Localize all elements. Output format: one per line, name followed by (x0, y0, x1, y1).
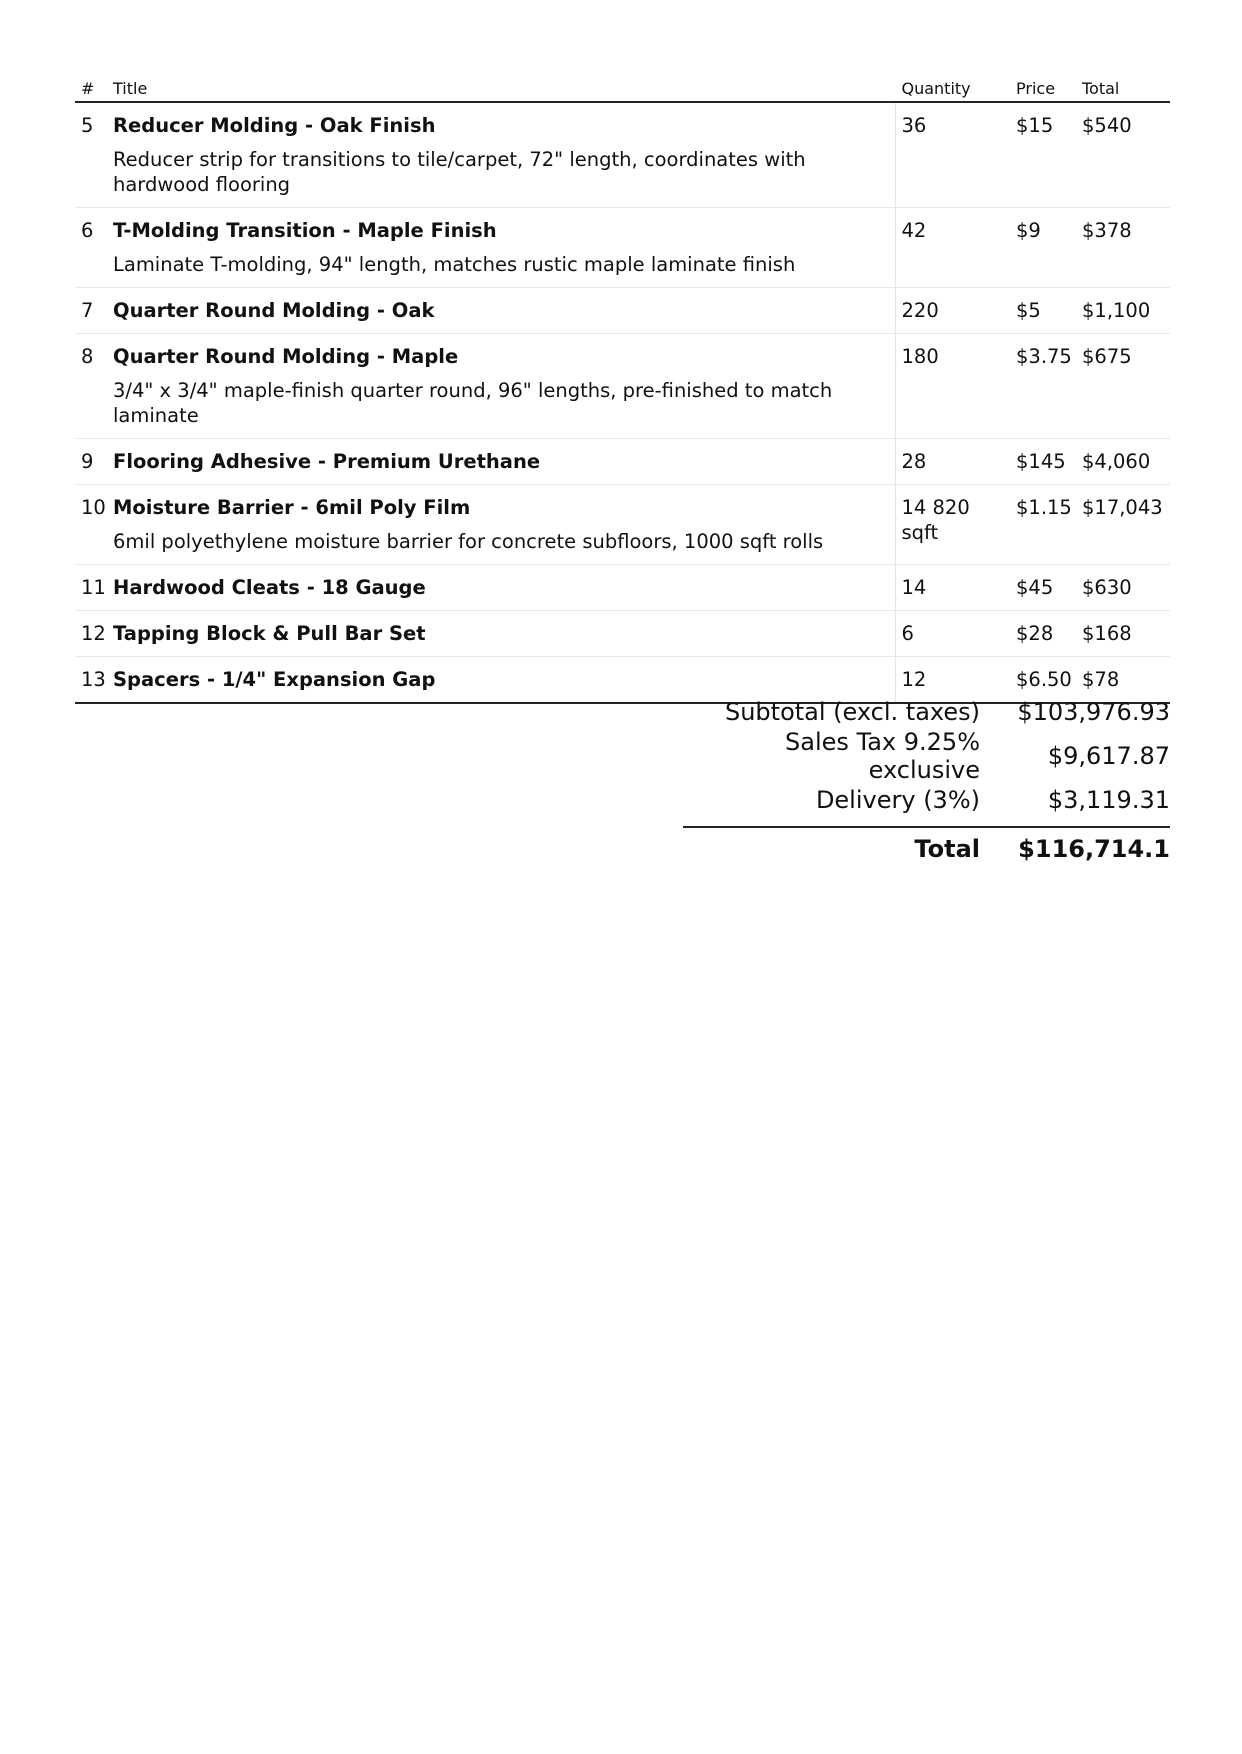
delivery-label: Delivery (3%) (815, 786, 980, 814)
item-total: $4,060 (1076, 439, 1170, 485)
item-price: $15 (1010, 102, 1076, 208)
item-total: $540 (1076, 102, 1170, 208)
item-title: Spacers - 1/4" Expansion Gap (113, 668, 436, 691)
delivery-row (683, 778, 1170, 822)
item-quantity: 42 (895, 208, 1010, 288)
item-total: $630 (1076, 565, 1170, 611)
item-cell (107, 288, 895, 334)
totals-summary (683, 690, 1170, 870)
item-quantity: 14 820 sqft (895, 485, 1010, 565)
table-row (75, 485, 1170, 565)
item-quantity: 220 (895, 288, 1010, 334)
item-total: $675 (1076, 334, 1170, 439)
item-cell (107, 439, 895, 485)
item-title: Flooring Adhesive - Premium Urethane (113, 450, 541, 473)
item-description: 3/4" x 3/4" maple-finish quarter round, 96" lengths, pre-finished to match laminate (113, 379, 833, 427)
invoice-page (75, 76, 1170, 704)
item-cell (107, 485, 895, 565)
delivery-value: $3,119.31 (1047, 786, 1170, 814)
item-description: Laminate T-molding, 94" length, matches rustic maple laminate finish (113, 253, 796, 276)
item-title: T-Molding Transition - Maple Finish (113, 219, 497, 242)
item-total: $78 (1076, 657, 1170, 704)
item-number: 5 (75, 102, 107, 208)
table-row (75, 611, 1170, 657)
item-price: $6.50 (1010, 657, 1076, 704)
table-row (75, 102, 1170, 208)
item-cell (107, 334, 895, 439)
item-title: Reducer Molding - Oak Finish (113, 114, 436, 137)
item-cell (107, 565, 895, 611)
grand-total-row (683, 828, 1170, 870)
item-quantity: 14 (895, 565, 1010, 611)
item-description: 6mil polyethylene moisture barrier for concrete subfloors, 1000 sqft rolls (113, 530, 824, 553)
tax-row (683, 728, 1170, 784)
item-total: $17,043 (1076, 485, 1170, 565)
tax-label: Sales Tax 9.25% exclusive (785, 728, 980, 784)
item-number: 9 (75, 439, 107, 485)
header-title: Title (107, 76, 895, 102)
item-number: 10 (75, 485, 107, 565)
table-row (75, 439, 1170, 485)
item-quantity: 36 (895, 102, 1010, 208)
table-header-row (75, 76, 1170, 102)
item-number: 8 (75, 334, 107, 439)
table-row (75, 565, 1170, 611)
item-title: Tapping Block & Pull Bar Set (113, 622, 426, 645)
item-price: $5 (1010, 288, 1076, 334)
item-number: 6 (75, 208, 107, 288)
item-number: 12 (75, 611, 107, 657)
item-price: $45 (1010, 565, 1076, 611)
header-total: Total (1076, 76, 1170, 102)
subtotal-value: $103,976.93 (1017, 698, 1170, 726)
item-quantity: 180 (895, 334, 1010, 439)
subtotal-label: Subtotal (excl. taxes) (724, 698, 980, 726)
table-row (75, 334, 1170, 439)
item-price: $28 (1010, 611, 1076, 657)
item-cell (107, 102, 895, 208)
grand-total-value: $116,714.1 (1018, 835, 1170, 863)
item-cell (107, 611, 895, 657)
header-price: Price (1010, 76, 1076, 102)
header-quantity: Quantity (895, 76, 1010, 102)
item-number: 11 (75, 565, 107, 611)
item-price: $145 (1010, 439, 1076, 485)
header-number: # (75, 76, 107, 102)
item-number: 7 (75, 288, 107, 334)
item-price: $9 (1010, 208, 1076, 288)
item-description: Reducer strip for transitions to tile/carpet, 72" length, coordinates with hardwood flooring (113, 148, 806, 196)
item-total: $1,100 (1076, 288, 1170, 334)
item-total: $168 (1076, 611, 1170, 657)
table-row (75, 208, 1170, 288)
item-quantity: 28 (895, 439, 1010, 485)
item-title: Moisture Barrier - 6mil Poly Film (113, 496, 471, 519)
table-row (75, 288, 1170, 334)
item-title: Hardwood Cleats - 18 Gauge (113, 576, 426, 599)
item-total: $378 (1076, 208, 1170, 288)
item-price: $3.75 (1010, 334, 1076, 439)
item-quantity: 12 (895, 657, 1010, 704)
tax-value: $9,617.87 (1047, 742, 1170, 770)
grand-total-label: Total (914, 835, 980, 863)
line-items-table (75, 76, 1170, 704)
item-number: 13 (75, 657, 107, 704)
item-title: Quarter Round Molding - Maple (113, 345, 459, 368)
item-cell (107, 208, 895, 288)
item-quantity: 6 (895, 611, 1010, 657)
item-price: $1.15 (1010, 485, 1076, 565)
item-title: Quarter Round Molding - Oak (113, 299, 435, 322)
